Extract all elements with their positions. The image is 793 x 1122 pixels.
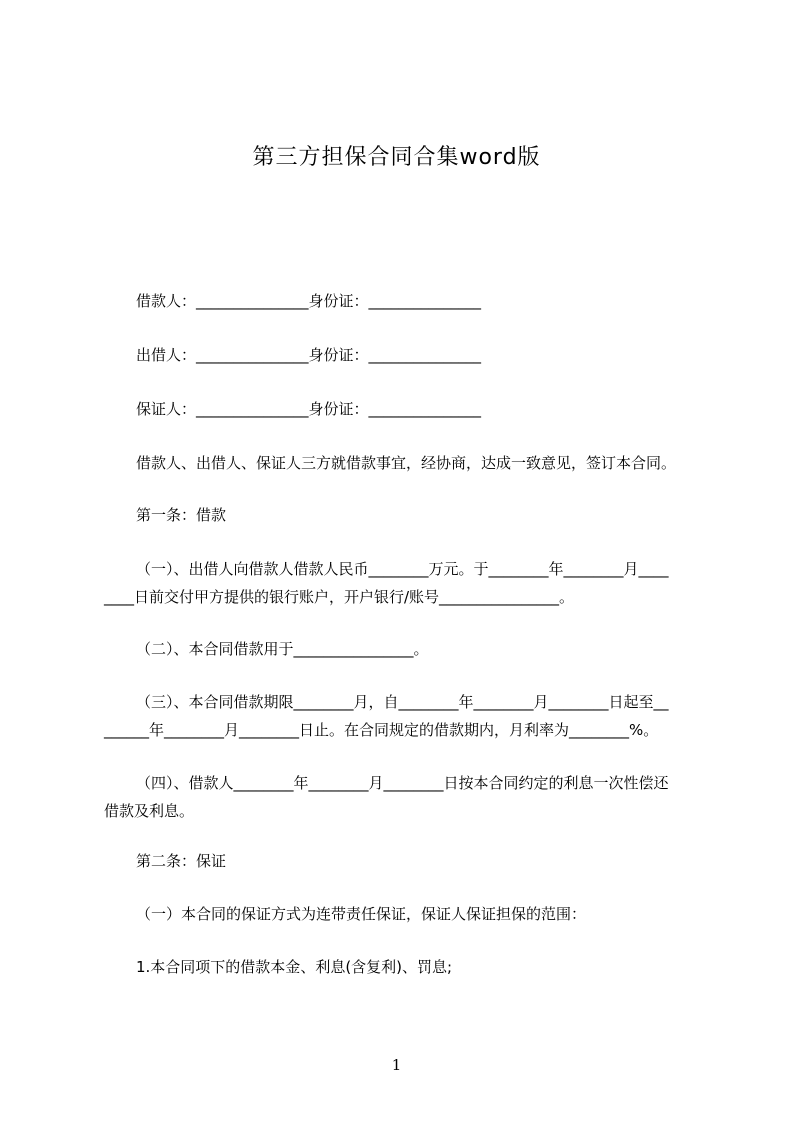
clause-2-1-item-1: 1.本合同项下的借款本金、利息(含复利)、罚息; [136,958,453,976]
clause-1-1-line-1: （一）、出借人向借款人借款人民币________万元。于________年________月____ [136,560,669,578]
clause-1-2: （二）、本合同借款用于________________。 [136,640,429,658]
article-2-heading: 第二条：保证 [136,852,227,870]
clause-1-4-line-2: 借款及利息。 [104,802,195,820]
guarantor-line: 保证人：_______________身份证：_______________ [136,400,482,418]
clause-1-4-line-1: （四）、借款人________年________月________日按本合同约定的利息一次性偿还 [136,774,669,792]
clause-1-3-line-2: ______年________月________日止。在合同规定的借款期内，月利率为________%。 [104,721,659,739]
lender-line: 出借人：_______________身份证：_______________ [136,346,482,364]
clause-1-3-line-1: （三）、本合同借款期限________月，自________年________月________日起至__ [136,693,669,711]
page-number: 1 [391,1056,402,1074]
document-title: 第三方担保合同合集word版 [252,145,541,170]
intro-paragraph: 借款人、出借人、保证人三方就借款事宜，经协商，达成一致意见，签订本合同。 [136,454,677,472]
borrower-line: 借款人：_______________身份证：_______________ [136,292,482,310]
article-1-heading: 第一条：借款 [136,506,227,524]
clause-2-1: （一）本合同的保证方式为连带责任保证，保证人保证担保的范围： [136,905,587,923]
clause-1-1-line-2: ____日前交付甲方提供的银行账户，开户银行/账号________________。 [104,588,575,606]
